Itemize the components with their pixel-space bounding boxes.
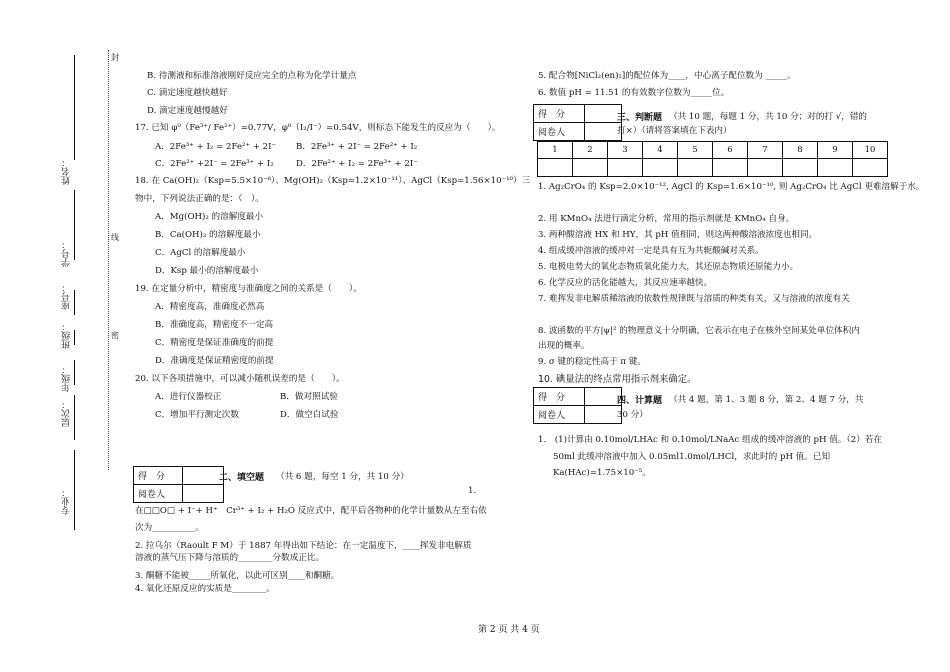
fill-line: 5. 配合物[NiCl₂(en)₂]的配位体为____，中心离子配位数为 _____。	[538, 71, 796, 81]
id-line	[74, 190, 75, 260]
grader-label: 阅卷人	[534, 406, 585, 424]
question-18-cont: 物中，下列说法正确的是：（ ）。	[135, 194, 264, 204]
tf-line: 5. 电极电势大的氧化态物质氧化能力大，其还原态物质还原能力小。	[538, 262, 799, 272]
option: A．2Fe³⁺ + I₂ = 2Fe²⁺ + 2I⁻	[155, 142, 277, 152]
option: D．Ksp 最小的溶解度最小	[155, 266, 259, 276]
score-box-right-4	[533, 387, 622, 424]
label-name: 姓名：	[62, 158, 72, 185]
label-major: 专业：	[62, 488, 72, 515]
tf-line: 1. Ag₂CrO₄ 的 Ksp=2.0×10⁻¹², AgCl 的 Ksp=1.6×10⁻¹⁰, 则 Ag₂CrO₄ 比 AgCl 更难溶解于水。	[538, 182, 925, 192]
score-label: 得 分	[534, 105, 585, 123]
seal-char-mi: 密	[111, 331, 119, 340]
mc-line: C. 滴定速度越快越好	[147, 88, 228, 98]
fill-line: 3. 酮糖不能被_____所氧化，以此可区别____和酮糖。	[135, 571, 340, 581]
option: A．Mg(OH)₂ 的溶解度最小	[155, 212, 264, 222]
question-17: 17. 已知 φ⁰（Fe³⁺/ Fe²⁺）=0.77V，φ⁰（I₂/I⁻）=0.54V，则标态下能发生的反应为（ ）。	[135, 123, 501, 133]
fill-line: 在□□O□ + I⁻+ H⁺ Cr³⁺ + I₂ + H₂O 反应式中，配平后各物种的化学计量数从左至右依	[135, 506, 487, 516]
score-box-left	[133, 466, 224, 503]
calc-line: 1. (1)计算由 0.10mol/LHAc 和 0.10mol/LNaAc 组成的缓冲溶液的 pH 值。（2）若在	[538, 435, 882, 445]
answer-cell[interactable]	[573, 159, 608, 177]
option: C．AgCl 的溶解度最小	[155, 248, 246, 258]
calc-line: 50ml 此缓冲溶液中加入 0.05ml1.0mol/LHCl，求此时的 pH 值。已知	[553, 452, 831, 462]
answer-num: 5	[678, 142, 713, 159]
section-2-note: （共 6 题，每空 1 分，共 10 分）	[276, 472, 409, 482]
answer-cell[interactable]	[678, 159, 713, 177]
score-cell[interactable]	[585, 105, 622, 123]
option: C．增加平行测定次数	[155, 410, 239, 420]
answer-num: 7	[748, 142, 783, 159]
label-seat: 座号：	[62, 283, 72, 310]
tf-line: 7. 难挥发非电解质稀溶液的依数性规律既与溶质的种类有关，又与溶液的浓度有关	[538, 294, 850, 304]
question-19: 19. 在定量分析中，精密度与准确度之间的关系是（ ）。	[135, 284, 362, 294]
answer-cell[interactable]	[748, 159, 783, 177]
tf-line: 9. σ 键的稳定性高于 π 键。	[538, 357, 646, 367]
answer-num: 1	[538, 142, 573, 159]
fill-line: 次为__________。	[135, 523, 204, 533]
section-2-title: 二、填空题	[219, 473, 265, 483]
grader-cell[interactable]	[585, 123, 622, 141]
mc-line: B. 待测液和标准溶液刚好反应完全的点称为化学计量点	[147, 71, 357, 81]
option: B．做对照试验	[280, 392, 338, 402]
option: B．准确度高，精密度不一定高	[155, 320, 274, 330]
section-3-note: （共 10 题，每题 1 分，共 10 分；对的打 √，错的	[669, 112, 868, 122]
section-3-title: 三、判断题	[617, 113, 663, 123]
grader-label: 阅卷人	[534, 123, 585, 141]
option: C．精密度是保证准确度的前提	[155, 338, 274, 348]
answer-cell[interactable]	[713, 159, 748, 177]
answer-num: 2	[573, 142, 608, 159]
seal-char-xian: 线	[111, 233, 119, 242]
tf-line: 2. 用 KMnO₄ 法进行滴定分析，常用的指示剂就是 KMnO₄ 自身。	[538, 214, 795, 224]
question-20: 20. 以下各项措施中，可以减小随机误差的是（ ）。	[135, 374, 345, 384]
tf-line: 10. 碘量法的终点常用指示剂来确定。	[538, 374, 697, 385]
fill-line: 1.	[468, 486, 477, 496]
fill-line: 2. 拉乌尔（Raoult F M）于 1887 年得出如下结论：在一定温度下，____挥发非电解质	[135, 541, 472, 551]
seal-char-feng: 封	[111, 53, 119, 62]
question-18: 18. 在 Ca(OH)₂（Ksp=5.5×10⁻⁶）、Mg(OH)₂（Ksp=1.2×10⁻¹¹）、AgCl（Ksp=1.56×10⁻¹⁰）三	[135, 176, 531, 186]
score-label: 得 分	[134, 467, 183, 485]
mc-line: D. 滴定速度越慢越好	[147, 106, 228, 116]
answer-cell[interactable]	[853, 159, 888, 177]
score-label: 得 分	[534, 388, 585, 406]
label-level: 层次：	[62, 400, 72, 427]
label-student-id: 学号：	[62, 240, 72, 267]
answer-cell[interactable]	[608, 159, 643, 177]
level-line	[74, 395, 75, 440]
fill-line: 6. 数值 pH = 11.51 的有效数字位数为_____位。	[538, 88, 730, 98]
option: A．精密度高，准确度必然高	[155, 302, 265, 312]
score-cell[interactable]	[183, 467, 224, 485]
answer-num: 8	[783, 142, 818, 159]
option: A．进行仪器校正	[155, 392, 222, 402]
option: D．准确度是保证精密度的前提	[155, 356, 274, 366]
label-class: 班级：	[62, 322, 72, 349]
option: B．2Fe³⁺ + 2I⁻ = 2Fe²⁺ + I₂	[296, 142, 418, 152]
class-line	[74, 330, 75, 345]
answer-table	[537, 141, 888, 177]
section-4-note-2: 30 分）	[617, 410, 648, 420]
binding-dotted-line	[108, 50, 109, 470]
calc-line: Ka(HAc)=1.75×10⁻⁵。	[553, 468, 651, 478]
tf-line: 6. 化学反应的活化能越大，其反应速率越快。	[538, 278, 713, 288]
answer-num: 4	[643, 142, 678, 159]
tf-line: 8. 波函数的平方|ψ|² 的物理意义十分明确，它表示在电子在核外空间某处单位体积内	[538, 326, 860, 336]
name-line	[74, 55, 75, 160]
tf-line: 出现的概率。	[538, 341, 590, 351]
grade-line	[74, 360, 75, 385]
answer-cell[interactable]	[818, 159, 853, 177]
grader-cell[interactable]	[183, 485, 224, 503]
label-grade: 年级：	[62, 365, 72, 392]
score-cell[interactable]	[585, 388, 622, 406]
grader-cell[interactable]	[585, 406, 622, 424]
option: C．2Fe²⁺ +2I⁻ = 2Fe³⁺ + I₂	[155, 159, 274, 169]
answer-cell[interactable]	[538, 159, 573, 177]
section-4-title: 四、计算题	[617, 396, 663, 406]
major-line	[74, 450, 75, 530]
section-3-note-2: 打×）（请将答案填在下表内）	[617, 126, 732, 136]
answer-num: 6	[713, 142, 748, 159]
score-box-right-3	[533, 104, 622, 141]
answer-num: 9	[818, 142, 853, 159]
answer-cell[interactable]	[643, 159, 678, 177]
tf-line: 3. 两种酸溶液 HX 和 HY，其 pH 值相同，则这两种酸溶液浓度也相同。	[538, 230, 818, 240]
seat-line	[74, 290, 75, 315]
answer-cell[interactable]	[783, 159, 818, 177]
fill-line: 4. 氧化还原反应的实质是________。	[135, 584, 275, 594]
section-4-note: （共 4 题，第 1、3 题 8 分，第 2、4 题 7 分，共	[669, 395, 864, 405]
option: D．2Fe²⁺ + I₂ = 2Fe³⁺ + 2I⁻	[296, 159, 418, 169]
option: D．做空白试验	[280, 410, 339, 420]
page-number: 第 2 页 共 4 页	[478, 625, 540, 635]
tf-line: 4. 组成缓冲溶液的缓冲对一定是具有互为共轭酸碱对关系。	[538, 246, 764, 256]
grader-label: 阅卷人	[134, 485, 183, 503]
answer-num: 10	[853, 142, 888, 159]
fill-line: 溶液的蒸气压下降与溶质的________分数成正比。	[135, 553, 325, 563]
answer-num: 3	[608, 142, 643, 159]
option: B．Ca(OH)₂ 的溶解度最小	[155, 230, 261, 240]
